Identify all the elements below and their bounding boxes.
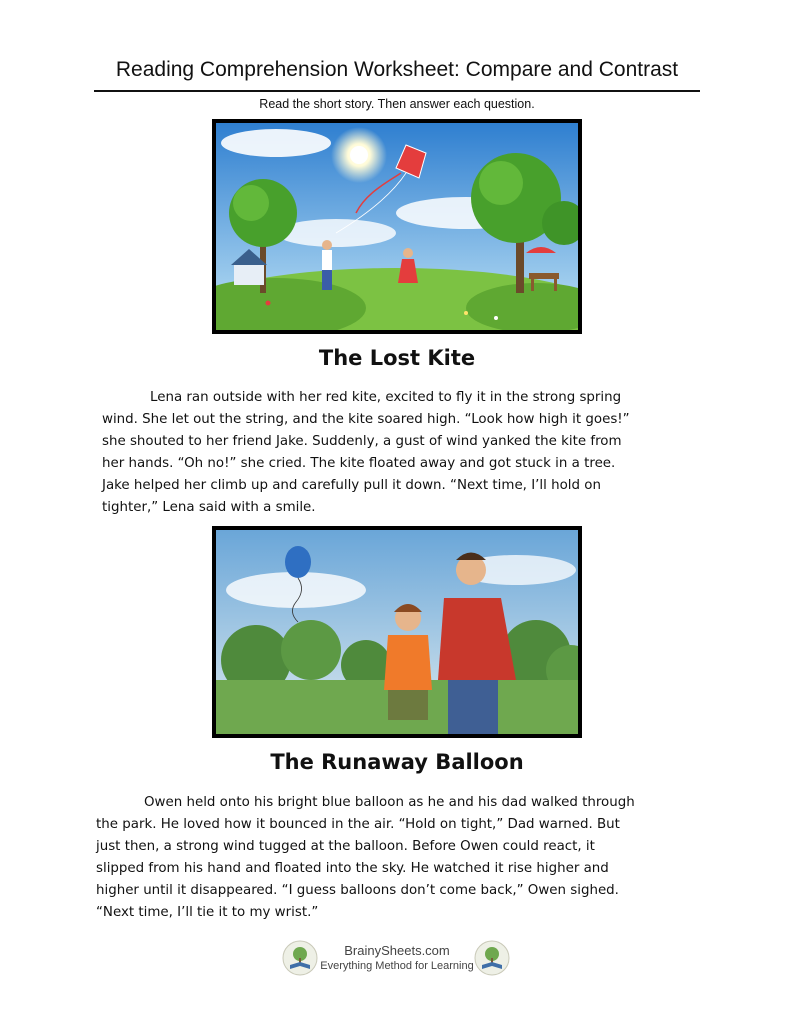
- story-line: higher until it disappeared. “I guess balloons don’t come back,” Owen sighed.: [96, 883, 619, 898]
- story-line: slipped from his hand and floated into the sky. He watched it rise higher and: [96, 861, 609, 876]
- story-line: the park. He loved how it bounced in the air. “Hold on tight,” Dad warned. But: [96, 817, 620, 832]
- footer-tagline: Everything Method for Learning: [320, 960, 474, 972]
- story-line: tighter,” Lena said with a smile.: [102, 500, 316, 515]
- story-line: Owen held onto his bright blue balloon as he and his dad walked through: [144, 795, 635, 810]
- story-line: she shouted to her friend Jake. Suddenly, a gust of wind yanked the kite from: [102, 434, 622, 449]
- footer-branding: [320, 943, 474, 972]
- story-text-lost-kite: [102, 387, 630, 519]
- story-line: her hands. “Oh no!” she cried. The kite floated away and got stuck in a tree.: [102, 456, 616, 471]
- balloon-park-illustration: [212, 526, 582, 738]
- story-title-runaway-balloon: The Runaway Balloon: [270, 750, 524, 774]
- page-title: Reading Comprehension Worksheet: Compare and Contrast: [115, 58, 679, 81]
- story-line: Jake helped her climb up and carefully pull it down. “Next time, I’ll hold on: [102, 478, 601, 493]
- story-line: Lena ran outside with her red kite, excited to fly it in the strong spring: [150, 390, 622, 405]
- title-divider: [94, 90, 700, 92]
- footer: [0, 940, 794, 980]
- brainysheets-logo-icon: [282, 940, 318, 976]
- kite-park-illustration: [212, 119, 582, 334]
- story-line: wind. She let out the string, and the kite soared high. “Look how high it goes!”: [102, 412, 630, 427]
- story-line: “Next time, I’ll tie it to my wrist.”: [96, 905, 319, 920]
- footer-site: BrainySheets.com: [344, 943, 450, 958]
- story-text-runaway-balloon: [96, 792, 635, 924]
- instructions: Read the short story. Then answer each question.: [259, 97, 535, 111]
- story-title-lost-kite: The Lost Kite: [318, 346, 476, 370]
- brainysheets-logo-icon: [474, 940, 510, 976]
- story-line: just then, a strong wind tugged at the balloon. Before Owen could react, it: [96, 839, 595, 854]
